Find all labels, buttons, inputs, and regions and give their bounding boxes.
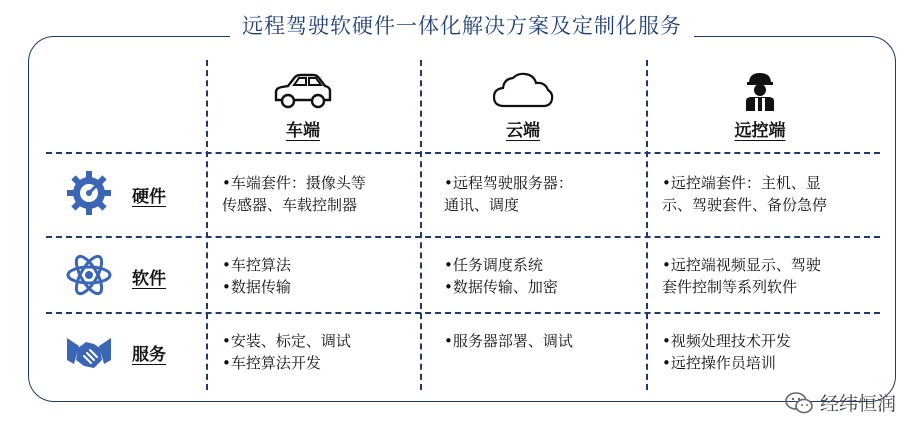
cell-line: 套件控制等系列软件 — [662, 278, 798, 296]
wechat-icon — [784, 391, 814, 415]
column-header-cloud — [463, 70, 583, 141]
watermark-text: 经纬恒润 — [819, 393, 896, 415]
cell-line: •远控端套件：主机、显 — [662, 174, 821, 192]
column-label: 远控端 — [734, 121, 786, 141]
divider-vertical-1 — [206, 60, 208, 390]
row-label: 软件 — [132, 269, 166, 289]
divider-horizontal-3 — [46, 312, 880, 314]
atom-icon — [64, 250, 114, 300]
divider-horizontal-2 — [46, 236, 880, 238]
column-header-vehicle — [243, 70, 363, 141]
handshake-icon — [64, 326, 114, 376]
cell-software-remote — [662, 254, 821, 298]
column-label: 云端 — [506, 121, 540, 141]
cloud-icon — [490, 70, 556, 112]
cell-line: •远程驾驶服务器： — [444, 174, 573, 192]
cell-line: •视频处理技术开发 — [662, 332, 791, 350]
title-wrap — [0, 10, 924, 40]
column-label: 车端 — [286, 121, 320, 141]
cell-line: •车端套件：摄像头等 — [222, 174, 366, 192]
cell-service-remote — [662, 330, 791, 374]
row-header-software — [64, 250, 184, 300]
watermark — [784, 389, 896, 416]
divider-horizontal-1 — [46, 152, 880, 154]
cell-hardware-cloud — [444, 172, 573, 216]
cell-line: 传感器、车载控制器 — [222, 196, 358, 214]
cell-line: •车控算法 — [222, 256, 291, 274]
cell-line: 示、驾驶套件、备份急停 — [662, 196, 828, 214]
cell-line: •数据传输 — [222, 278, 291, 296]
cell-software-cloud — [444, 254, 558, 298]
cell-service-cloud — [444, 330, 573, 352]
diagram-title: 远程驾驶软硬件一体化解决方案及定制化服务 — [230, 10, 694, 40]
row-label: 服务 — [132, 345, 166, 365]
gear-icon — [64, 168, 114, 218]
divider-vertical-2 — [420, 60, 422, 390]
cell-hardware-vehicle — [222, 172, 366, 216]
cell-line: •任务调度系统 — [444, 256, 543, 274]
worker-icon — [727, 70, 793, 112]
cell-service-vehicle — [222, 330, 351, 374]
cell-hardware-remote — [662, 172, 827, 216]
row-header-service — [64, 326, 184, 376]
cell-line: •远控操作员培训 — [662, 354, 776, 372]
divider-vertical-3 — [646, 60, 648, 390]
cell-line: •车控算法开发 — [222, 354, 321, 372]
cell-line: •服务器部署、调试 — [444, 332, 573, 350]
cell-software-vehicle — [222, 254, 291, 298]
row-label: 硬件 — [132, 187, 166, 207]
cell-line: •数据传输、加密 — [444, 278, 558, 296]
row-header-hardware — [64, 168, 184, 218]
cell-line: •远控端视频显示、驾驶 — [662, 256, 821, 274]
cell-line: 通讯、调度 — [444, 196, 520, 214]
column-header-remote — [700, 70, 820, 141]
cell-line: •安装、标定、调试 — [222, 332, 351, 350]
car-icon — [270, 70, 336, 112]
